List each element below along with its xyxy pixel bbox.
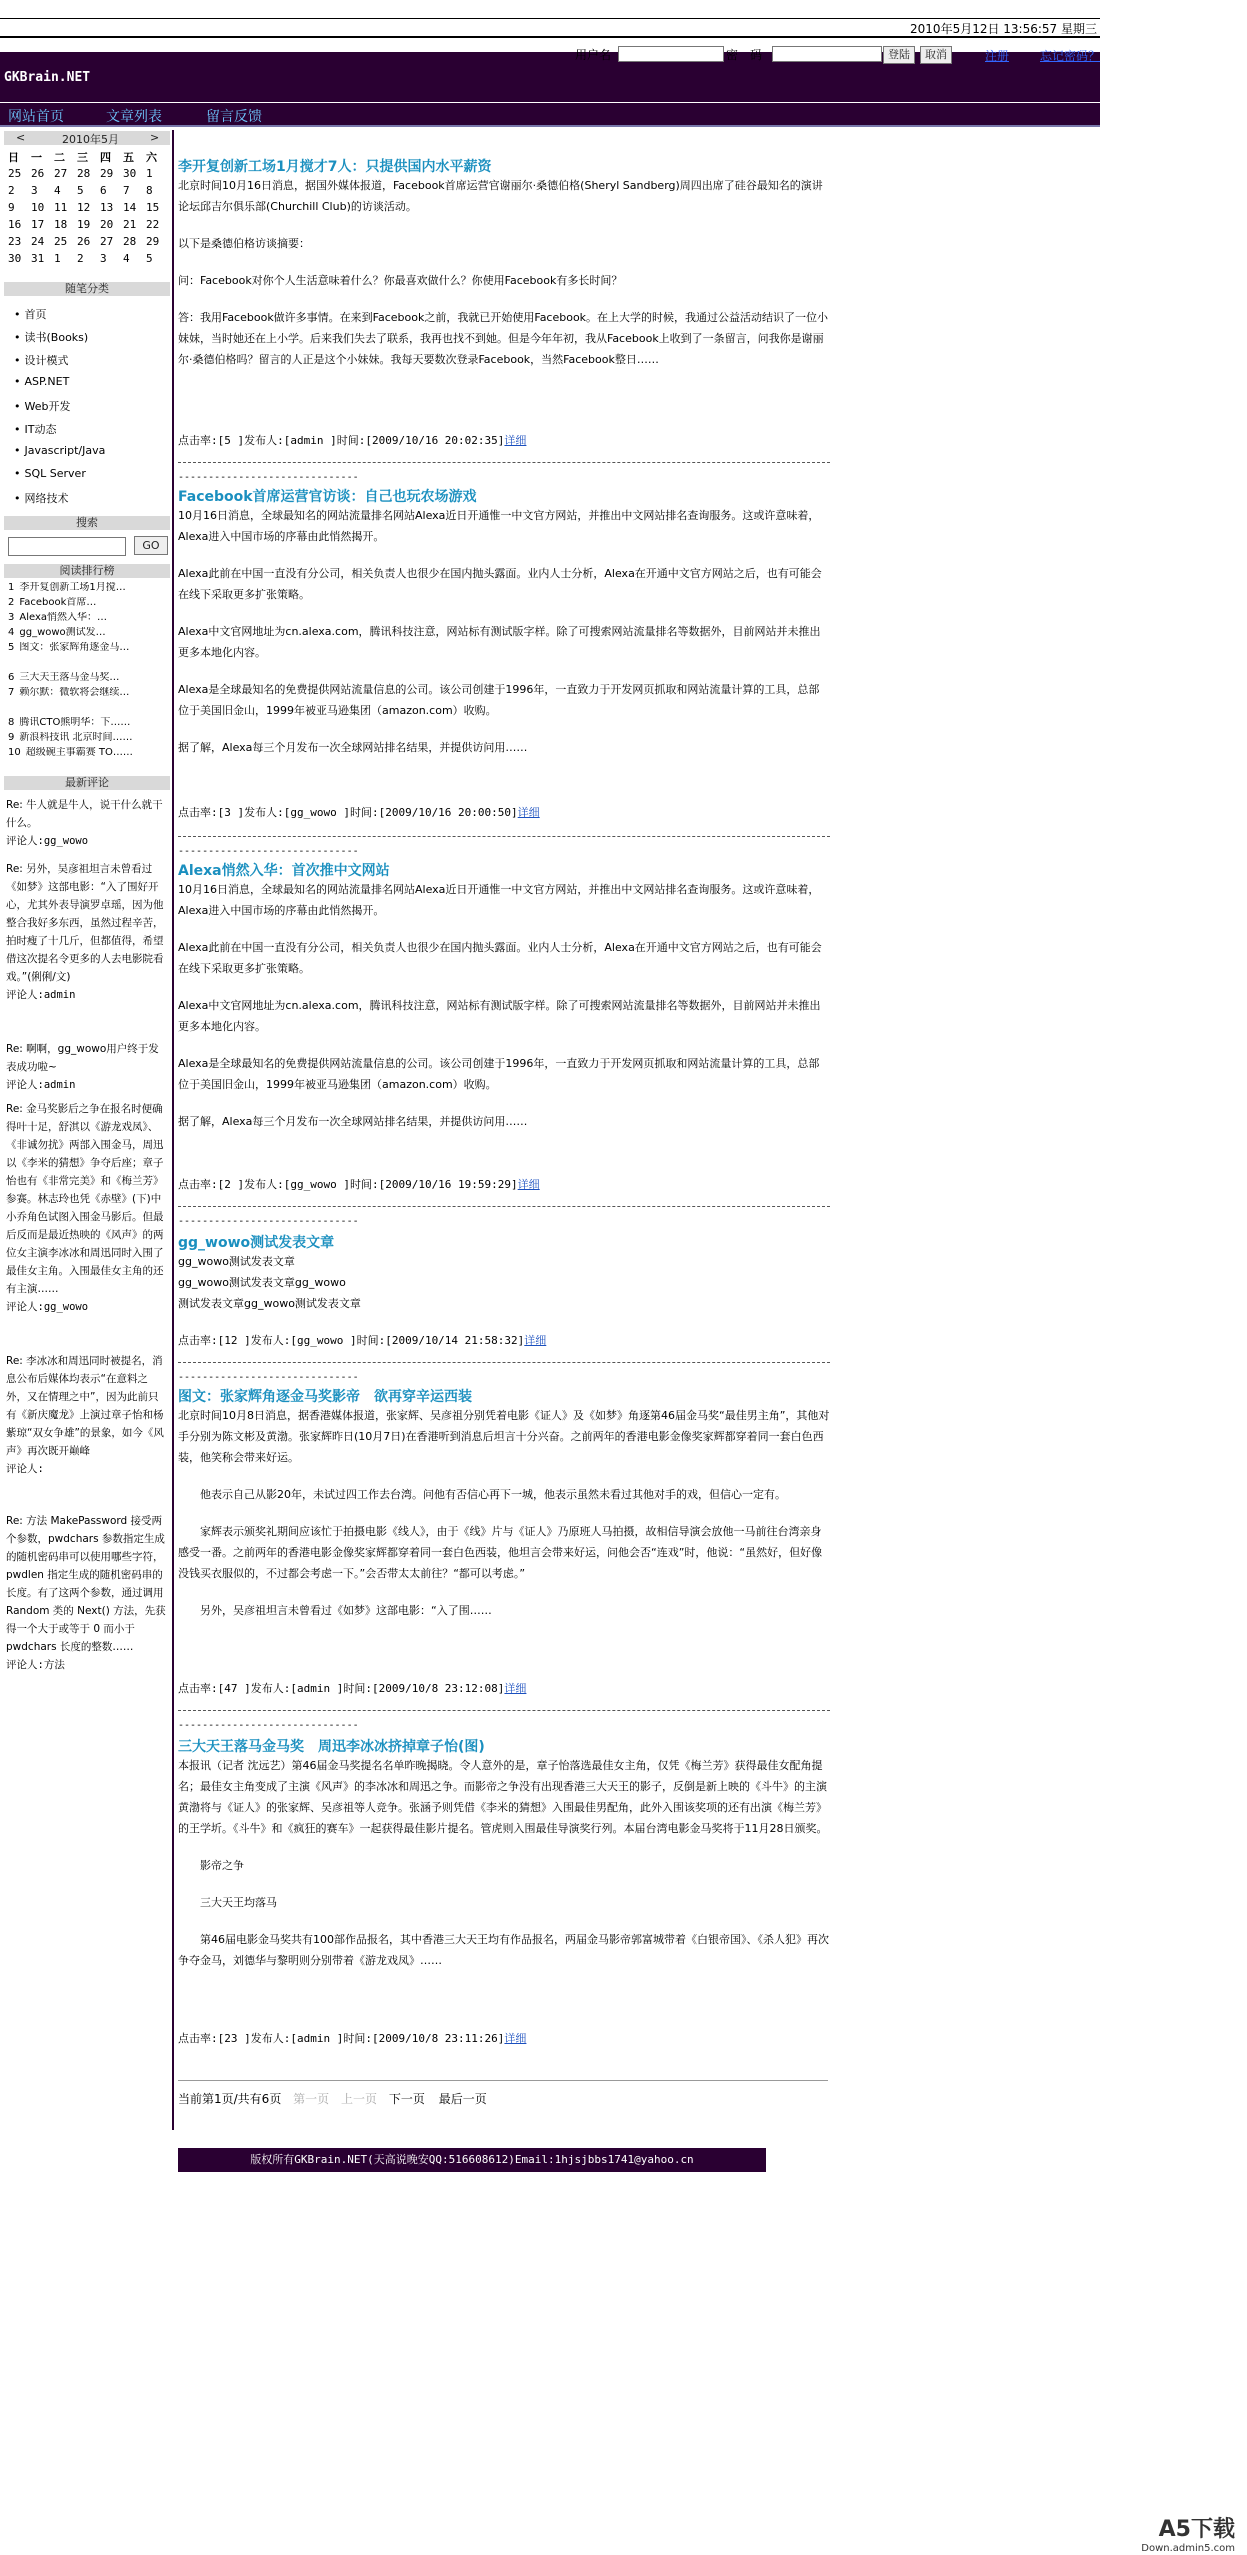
calendar-day[interactable]: 10 [31, 201, 45, 214]
calendar-day[interactable]: 5 [146, 252, 153, 265]
sidebar-divider [172, 130, 174, 2130]
current-datetime: 2010年5月12日 13:56:57 星期三 [910, 22, 1097, 36]
cancel-button[interactable]: 取消 [920, 46, 952, 64]
article-paragraph: 北京时间10月16日消息，据国外媒体报道，Facebook首席运营官谢丽尔·桑德伯格(Sheryl Sandberg)周四出席了硅谷最知名的演讲论坛邱吉尔俱乐部(Churchill Club)的访谈活动。 [178, 179, 823, 213]
calendar-day[interactable]: 1 [146, 167, 153, 180]
article-meta: 点击率:[5 ]发布人:[admin ]时间:[2009/10/16 20:02:35]详细 [178, 434, 527, 447]
download-watermark [1141, 2512, 1235, 2554]
calendar-day[interactable]: 21 [123, 218, 137, 231]
article-body [178, 1405, 830, 1621]
separator-dashes: ------------------------------ [178, 1216, 359, 1227]
article-paragraph: 家辉表示颁奖礼期间应该忙于拍摄电影《线人》，由于《线》片与《证人》乃原班人马拍摄，故相信导演会放他一马前往台湾亲身感受一番。之前两年的香港电影金像奖家辉都穿着同一套白色西装，他坦言会带来好运，问他会否“连戏”时，他说：“虽然好，但好像没钱买衣服似的，不过都会考虑一下。”会否带太太前往？“都可以考虑。” [178, 1525, 823, 1580]
first-page-link[interactable]: 第一页 [293, 2092, 330, 2106]
calendar-day[interactable]: 9 [8, 201, 15, 214]
separator-dashes: ------------------------------ [178, 846, 359, 857]
calendar-day[interactable]: 31 [31, 252, 45, 265]
ranking-item[interactable]: 9 新浪科技讯 北京时间…… [8, 732, 133, 743]
separator-dashes: ------------------------------ [178, 1720, 359, 1731]
username-label: 用户名 [575, 48, 612, 62]
detail-link[interactable]: 详细 [504, 2032, 527, 2045]
comment-text[interactable]: Re: 牛人就是牛人，说干什么就干什么。 [6, 799, 163, 829]
ranking-item[interactable]: 4 gg_wowo测试发… [8, 627, 106, 638]
ranking-item[interactable]: 3 Alexa悄然入华：… [8, 612, 108, 623]
comment-user: 评论人:admin [6, 989, 76, 1001]
page-info: 当前第1页/共有6页 [178, 2092, 282, 2106]
comments-title: 最新评论 [4, 776, 170, 790]
article-body [178, 1755, 830, 1971]
comment-user: 评论人: [6, 1463, 44, 1475]
comment-item [6, 796, 166, 850]
article-paragraph: 本报讯（记者 沈远艺）第46届金马奖提名名单昨晚揭晓。令人意外的是，章子怡落选最佳女主角，仅凭《梅兰芳》获得最佳女配角提名；最佳女主角变成了主演《风声》的李冰冰和周迅之争。而影帝之争没有出现香港三大天王的影子，反倒是新上映的《斗牛》的主演黄渤将与《证人》的张家辉、吴彦祖等人竞争。张涵予则凭借《李米的猜想》入围最佳男配角，此外入围该奖项的还有出演《梅兰芳》的王学圻。《斗牛》和《疯狂的赛车》一起获得最佳影片提名。管虎则入围最佳导演奖行列。本届台湾电影金马奖将于11月28日颁奖。 [178, 1759, 828, 1835]
watermark-logo: A5下载 [1158, 2517, 1235, 2542]
article-paragraph: Alexa是全球最知名的免费提供网站流量信息的公司。该公司创建于1996年，一直致力于开发网页抓取和网站流量计算的工具，总部位于美国旧金山，1999年被亚马逊集团（amazon.com）收购。 [178, 1057, 820, 1091]
comment-text[interactable]: Re: 方法 MakePassword 接受两个参数，pwdchars 参数指定生成的随机密码串可以使用哪些字符，pwdlen 指定生成的随机密码串的长度。有了这两个参数，通过调用 Random 类的 Next() 方法，先获得一个大于或等于 0 而小于 pwdchars 长度的整数…… [6, 1515, 166, 1653]
article-paragraph: Alexa此前在中国一直没有分公司，相关负责人也很少在国内抛头露面。业内人士分析，Alexa在开通中文官方网站之后，也有可能会在线下采取更多扩张策略。 [178, 567, 822, 601]
ranking-item[interactable]: 2 Facebook首席… [8, 597, 97, 608]
calendar-day[interactable]: 8 [146, 184, 153, 197]
calendar-day[interactable]: 11 [54, 201, 68, 214]
article-paragraph: Alexa是全球最知名的免费提供网站流量信息的公司。该公司创建于1996年，一直致力于开发网页抓取和网站流量计算的工具，总部位于美国旧金山，1999年被亚马逊集团（amazon.com）收购。 [178, 683, 820, 717]
calendar-next-button[interactable]: > [150, 131, 160, 144]
calendar-day[interactable]: 23 [8, 235, 22, 248]
calendar-day[interactable]: 25 [8, 167, 22, 180]
calendar-day[interactable]: 28 [77, 167, 91, 180]
category-books[interactable]: • 读书(Books) [14, 329, 88, 345]
nav-article-list[interactable]: 文章列表 [106, 109, 162, 125]
comment-item [6, 1352, 166, 1478]
username-input[interactable] [618, 46, 724, 62]
prev-page-link[interactable]: 上一页 [341, 2092, 378, 2106]
calendar-day[interactable]: 7 [123, 184, 130, 197]
article-separator [178, 1206, 830, 1207]
article-body [178, 175, 830, 370]
comment-item [6, 1512, 166, 1674]
article-paragraph: 10月16日消息，全球最知名的网站流量排名网站Alexa近日开通惟一中文官方网站，并推出中文网站排名查询服务。这或许意味着，Alexa进入中国市场的序幕由此悄然揭开。 [178, 509, 820, 543]
calendar-day[interactable]: 24 [31, 235, 45, 248]
calendar-day[interactable]: 30 [123, 167, 137, 180]
article-paragraph: 北京时间10月8日消息，据香港媒体报道，张家辉、吴彦祖分别凭着电影《证人》及《如梦》角逐第46届金马奖“最佳男主角”，其他对手分别为陈文彬及黄渤。张家辉昨日(10月7日)在香港听到消息后坦言十分兴奋。之前两年的香港电影金像奖家辉都穿着同一套白色西装，他笑称会带来好运。 [178, 1409, 830, 1464]
article-body [178, 1251, 830, 1314]
category-javascript-java[interactable]: • Javascript/Java [14, 444, 105, 457]
ranking-item[interactable]: 10 超级碗主事霸赛 TO…… [8, 747, 133, 758]
category-it-news[interactable]: • IT动态 [14, 421, 56, 437]
detail-link[interactable]: 详细 [504, 1682, 527, 1695]
article-paragraph: Alexa此前在中国一直没有分公司，相关负责人也很少在国内抛头露面。业内人士分析，Alexa在开通中文官方网站之后，也有可能会在线下采取更多扩张策略。 [178, 941, 822, 975]
calendar-day[interactable]: 16 [8, 218, 22, 231]
ranking-item[interactable]: 1 李开复创新工场1月搅… [8, 582, 126, 593]
article-paragraph: 另外，吴彦祖坦言未曾看过《如梦》这部电影：“入了围…… [200, 1604, 492, 1617]
comment-user: 评论人:admin [6, 1079, 76, 1091]
last-page-link[interactable]: 最后一页 [438, 2092, 487, 2106]
article-paragraph: 测试发表文章gg_wowo测试发表文章 [178, 1297, 361, 1310]
article-separator [178, 1362, 830, 1363]
forgot-password-link[interactable]: 忘记密码？ [1040, 49, 1101, 63]
comment-text[interactable]: Re: 另外，吴彦祖坦言未曾看过《如梦》这部电影：“入了围好开心，尤其外表导演罗卓瑶，因为他整合我好多东西，虽然过程辛苦，拍时瘦了十几斤，但都值得，希望借这次提名令更多的人去电影院看戏。”(俐俐/文) [6, 863, 164, 983]
article-paragraph: 影帝之争 [200, 1859, 244, 1872]
article-title[interactable]: Alexa悄然入华：首次推中文网站 [178, 863, 390, 879]
weekday-label: 二 [54, 150, 65, 164]
category-home[interactable]: • 首页 [14, 306, 47, 322]
ranking-item[interactable]: 6 三大天王落马金马奖… [8, 672, 120, 683]
separator-dashes: ------------------------------ [178, 1372, 359, 1383]
article-meta: 点击率:[47 ]发布人:[admin ]时间:[2009/10/8 23:12:08]详细 [178, 1682, 527, 1695]
top-band [0, 36, 1100, 38]
calendar [8, 148, 169, 267]
ranking-item[interactable]: 7 赖尔默：微软将会继续… [8, 687, 130, 698]
weekday-label: 四 [100, 150, 111, 164]
article-title[interactable]: Facebook首席运营官访谈：自己也玩农场游戏 [178, 489, 477, 505]
separator-dashes: ------------------------------ [178, 472, 359, 483]
article-body [178, 505, 830, 758]
comment-text[interactable]: Re: 李冰冰和周迅同时被提名，消息公布后媒体均表示“在意料之外，又在情理之中”，因为此前只有《新庆魔龙》上演过章子怡和杨紫琼“双女争雄”的景象，如今《风声》再次既开巅峰 [6, 1355, 164, 1457]
article-meta: 点击率:[12 ]发布人:[gg_wowo ]时间:[2009/10/14 21:58:32]详细 [178, 1334, 547, 1347]
weekday-label: 日 [8, 150, 19, 164]
weekday-label: 三 [77, 150, 88, 164]
article-paragraph: 答：我用Facebook做许多事情。在来到Facebook之前，我就已开始使用Facebook。在上大学的时候，我通过公益活动结识了一位小妹妹，当时她还在上小学。后来我们失去了联系，我再也找不到她。但是今年年初，我从Facebook上收到了一条留言，问我你是谢丽尔·桑德伯格吗？留言的人正是这个小妹妹。我每天要数次登录Facebook，当然Facebook整日…… [178, 311, 829, 366]
article-meta: 点击率:[2 ]发布人:[gg_wowo ]时间:[2009/10/16 19:59:29]详细 [178, 1178, 540, 1191]
weekday-label: 一 [31, 150, 42, 164]
detail-link[interactable]: 详细 [504, 434, 527, 447]
calendar-day[interactable]: 26 [31, 167, 45, 180]
watermark-url: Down.admin5.com [1141, 2543, 1235, 2554]
calendar-day[interactable]: 5 [77, 184, 84, 197]
top-rule [0, 18, 1100, 19]
site-logo[interactable]: GKBrain.NET [4, 70, 91, 85]
article-body [178, 879, 830, 1132]
detail-link[interactable]: 详细 [517, 806, 540, 819]
calendar-day[interactable]: 27 [100, 235, 114, 248]
article-title[interactable]: gg_wowo测试发表文章 [178, 1235, 335, 1251]
article-paragraph: gg_wowo测试发表文章 [178, 1255, 295, 1268]
calendar-day[interactable]: 27 [54, 167, 68, 180]
pagination [178, 2090, 487, 2107]
article-paragraph: 据了解，Alexa每三个月发布一次全球网站排名结果，并提供访问用…… [178, 1115, 528, 1128]
copyright-text: 版权所有GKBrain.NET(天高说晚安QQ:516608612)Email:1hjsjbbs1741@yahoo.cn [250, 2153, 694, 2166]
article-title[interactable]: 图文：张家辉角逐金马奖影帝 欲再穿辛运西装 [178, 1389, 472, 1405]
comment-user: 评论人:gg_wowo [6, 835, 89, 847]
weekday-label: 五 [123, 150, 134, 164]
comment-user: 评论人:方法 [6, 1659, 65, 1671]
calendar-day[interactable]: 2 [77, 252, 84, 265]
article-paragraph: Alexa中文官网地址为cn.alexa.com，腾讯科技注意，网站标有测试版字样。除了可搜索网站流量排名等数据外，目前网站并未推出更多本地化内容。 [178, 625, 821, 659]
calendar-prev-button[interactable]: < [16, 131, 26, 144]
article-paragraph: 据了解，Alexa每三个月发布一次全球网站排名结果，并提供访问用…… [178, 741, 528, 754]
search-input[interactable] [8, 537, 126, 556]
password-label: 密 码 [726, 48, 763, 62]
nav-feedback[interactable]: 留言反馈 [206, 109, 262, 125]
calendar-day[interactable]: 12 [77, 201, 91, 214]
article-paragraph: 第46届电影金马奖共有100部作品报名，其中香港三大天王均有作品报名，两届金马影帝郭富城带着《白银帝国》、《杀人犯》再次争夺金马，刘德华与黎明则分别带着《游龙戏凤》…… [178, 1933, 829, 1967]
comment-user: 评论人:gg_wowo [6, 1301, 89, 1313]
category-web-dev[interactable]: • Web开发 [14, 398, 70, 414]
weekday-label: 六 [146, 150, 157, 164]
category-sql-server[interactable]: • SQL Server [14, 467, 86, 480]
search-go-button[interactable]: GO [134, 536, 168, 555]
calendar-day[interactable]: 4 [54, 184, 61, 197]
category-aspnet[interactable]: • ASP.NET [14, 375, 69, 388]
article-separator [178, 462, 830, 463]
calendar-day[interactable]: 22 [146, 218, 160, 231]
comment-item [6, 1100, 166, 1316]
calendar-day[interactable]: 25 [54, 235, 68, 248]
calendar-day[interactable]: 13 [100, 201, 114, 214]
article-paragraph: gg_wowo测试发表文章gg_wowo [178, 1276, 346, 1289]
categories-title: 随笔分类 [4, 282, 170, 296]
site-footer [178, 2148, 766, 2172]
article-paragraph: 三大天王均落马 [200, 1896, 277, 1909]
calendar-day[interactable]: 29 [100, 167, 114, 180]
article-meta: 点击率:[23 ]发布人:[admin ]时间:[2009/10/8 23:11:26]详细 [178, 2032, 527, 2045]
article-separator [178, 836, 830, 837]
calendar-day[interactable]: 26 [77, 235, 91, 248]
register-link[interactable]: 注册 [985, 49, 1010, 63]
calendar-day[interactable]: 20 [100, 218, 114, 231]
category-design-patterns[interactable]: • 设计模式 [14, 352, 69, 368]
calendar-day[interactable]: 3 [31, 184, 38, 197]
detail-link[interactable]: 详细 [517, 1178, 540, 1191]
article-separator [178, 1710, 830, 1711]
next-page-link[interactable]: 下一页 [388, 2092, 425, 2106]
article-paragraph: 10月16日消息，全球最知名的网站流量排名网站Alexa近日开通惟一中文官方网站，并推出中文网站排名查询服务。这或许意味着，Alexa进入中国市场的序幕由此悄然揭开。 [178, 883, 820, 917]
calendar-day[interactable]: 4 [123, 252, 130, 265]
comment-item [6, 1040, 166, 1094]
article-paragraph: 他表示自己从影20年，未试过四工作去台湾。问他有否信心再下一城，他表示虽然未看过其他对手的戏，但信心一定有。 [200, 1488, 786, 1501]
detail-link[interactable]: 详细 [524, 1334, 547, 1347]
article-title[interactable]: 三大天王落马金马奖 周迅李冰冰挤掉章子怡(图) [178, 1739, 485, 1755]
category-networking[interactable]: • 网络技术 [14, 490, 69, 506]
article-paragraph: Alexa中文官网地址为cn.alexa.com，腾讯科技注意，网站标有测试版字样。除了可搜索网站流量排名等数据外，目前网站并未推出更多本地化内容。 [178, 999, 821, 1033]
pager-divider [178, 2080, 828, 2081]
password-input[interactable] [772, 46, 882, 62]
ranking-item[interactable]: 8 腾讯CTO熊明华：下…… [8, 717, 131, 728]
calendar-day[interactable]: 18 [54, 218, 68, 231]
calendar-title: 2010年5月 [62, 133, 119, 146]
calendar-day[interactable]: 29 [146, 235, 160, 248]
nav-home[interactable]: 网站首页 [8, 109, 64, 125]
comment-text[interactable]: Re: 金马奖影后之争在报名时便确得叶十足，舒淇以《游龙戏凤》、《非诚勿扰》两部入围金马，周迅以《李米的猜想》争夺后座；章子怡也有《非常完美》和《梅兰芳》参赛。林志玲也凭《赤壁》(下)中小乔角色试图入围金马影后。但最后反而是最近热映的《风声》的两位女主演李冰冰和周迅同时入围了最佳女主角。入围最佳女主角的还有主演…… [6, 1103, 164, 1295]
calendar-header [4, 131, 170, 145]
calendar-day[interactable]: 17 [31, 218, 45, 231]
main-nav [0, 102, 1100, 127]
article-paragraph: 以下是桑德伯格访谈摘要： [178, 237, 310, 250]
login-bar [0, 46, 1100, 66]
calendar-day[interactable]: 30 [8, 252, 22, 265]
ranking-item[interactable]: 5 图文：张家辉角逐金马… [8, 642, 130, 653]
article-paragraph: 问：Facebook对你个人生活意味着什么？你最喜欢做什么？你使用Facebook有多长时间？ [178, 274, 623, 287]
calendar-day[interactable]: 1 [54, 252, 61, 265]
ranking-title: 阅读排行榜 [4, 564, 170, 578]
calendar-day[interactable]: 15 [146, 201, 160, 214]
search-title: 搜索 [4, 516, 170, 530]
comment-text[interactable]: Re: 啊啊，gg_wowo用户终于发表成功啦~ [6, 1043, 159, 1073]
article-meta: 点击率:[3 ]发布人:[gg_wowo ]时间:[2009/10/16 20:00:50]详细 [178, 806, 540, 819]
comment-item [6, 860, 166, 1004]
calendar-day[interactable]: 3 [100, 252, 107, 265]
calendar-day[interactable]: 2 [8, 184, 15, 197]
article-title[interactable]: 李开复创新工场1月搅才7人：只提供国内水平薪资 [178, 159, 492, 175]
calendar-day[interactable]: 14 [123, 201, 137, 214]
calendar-day[interactable]: 19 [77, 218, 91, 231]
calendar-day[interactable]: 6 [100, 184, 107, 197]
login-button[interactable]: 登陆 [883, 46, 915, 64]
calendar-day[interactable]: 28 [123, 235, 137, 248]
